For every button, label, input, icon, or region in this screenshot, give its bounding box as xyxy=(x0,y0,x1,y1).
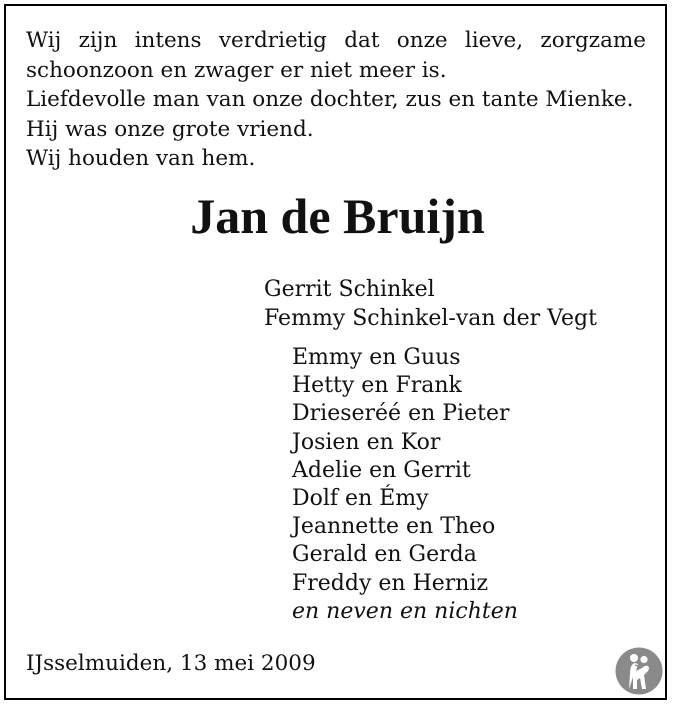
parent-name: Gerrit Schinkel xyxy=(264,277,435,302)
place-date: IJsselmuiden, 13 mei 2009 xyxy=(26,651,316,676)
family-member: Drieseréé en Pieter xyxy=(292,401,510,427)
family-member: Emmy en Guus xyxy=(292,345,461,370)
family-member: Freddy en Herniz xyxy=(292,570,489,596)
intro-text xyxy=(26,26,646,174)
intro-line: schoonzoon en zwager er niet meer is. xyxy=(26,57,447,83)
intro-line: Liefdevolle man van onze dochter, zus en tante Mienke. xyxy=(26,87,634,112)
family-closing: en neven en nichten xyxy=(292,598,518,624)
intro-line: Wij houden van hem. xyxy=(26,146,256,171)
family-member: Josien en Kor xyxy=(292,429,441,455)
family-list xyxy=(292,344,518,626)
family-member: Jeannette en Theo xyxy=(292,514,496,540)
intro-line: Hij was onze grote vriend. xyxy=(26,116,314,142)
family-member: Adelie en Gerrit xyxy=(292,457,471,483)
embrace-figures-icon xyxy=(615,647,663,695)
parents-list xyxy=(264,276,597,333)
family-member: Hetty en Frank xyxy=(292,373,462,399)
family-member: Dolf en Émy xyxy=(292,486,429,512)
parent-name: Femmy Schinkel-van der Vegt xyxy=(264,305,597,331)
intro-line: Wij zijn intens verdrietig dat onze lieve, zorgzame xyxy=(26,28,646,53)
family-member: Gerald en Gerda xyxy=(292,542,477,568)
deceased-name: Jan de Bruijn xyxy=(190,188,485,244)
